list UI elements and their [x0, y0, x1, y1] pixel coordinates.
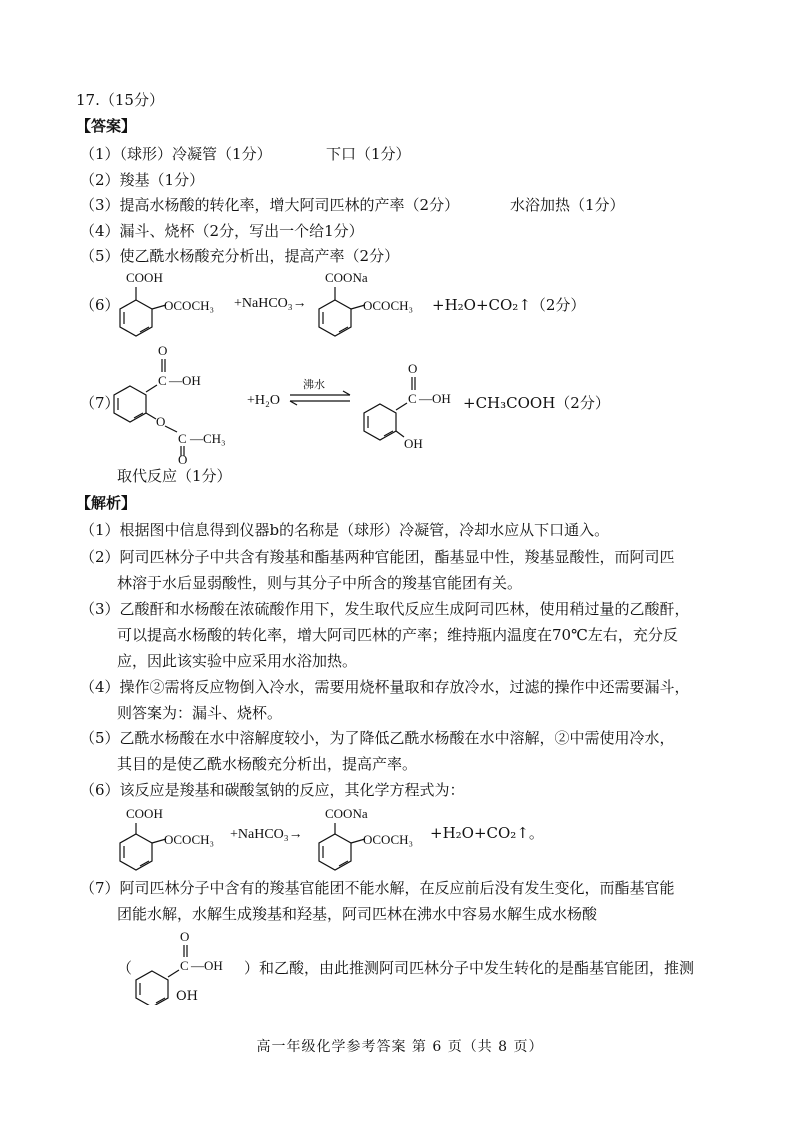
- page-footer: 高一年级化学参考答案 第 6 页（共 8 页）: [256, 1039, 544, 1055]
- condition-text: 沸水: [303, 379, 325, 391]
- benzene-ring-icon: [364, 404, 396, 440]
- benzene-ring-icon: [136, 971, 168, 1005]
- coona-text-b: COONa: [325, 806, 368, 821]
- o-text-3: O: [178, 452, 188, 465]
- answer-4: （4）漏斗、烧杯（2分，写出一个给1分）: [80, 222, 364, 240]
- benzene-ring-icon: [114, 386, 146, 422]
- c-text-4: C: [408, 391, 417, 406]
- analysis-4b: 则答案为：漏斗、烧杯。: [117, 704, 283, 722]
- plus-nahco3-text: +NaHCO₃→: [234, 296, 307, 311]
- answer-5: （5）使乙酰水杨酸充分析出，提高产率（2分）: [80, 247, 400, 265]
- reaction-6-structure: [0, 265, 800, 340]
- benzene-ring-icon: [319, 300, 351, 336]
- ococh3-text-c: OCOCH₃: [164, 832, 215, 847]
- reaction-7-structure: [0, 340, 800, 465]
- answer-1: （1）（球形）冷凝管（1分）: [80, 145, 272, 163]
- analysis-4a: （4）操作②需将反应物倒入冷水，需要用烧杯量取和存放冷水，过滤的操作中还需要漏斗，: [80, 678, 690, 696]
- answer-7-tail: +CH₃COOH（2分）: [463, 394, 610, 412]
- analysis-5a: （5）乙酰水杨酸在水中溶解度较小，为了降低乙酰水杨酸在水中溶解，②中需使用冷水，: [80, 729, 675, 747]
- c-text-5: C: [180, 958, 189, 973]
- oh-text-3: OH: [404, 436, 423, 451]
- coona-text: COONa: [325, 270, 368, 285]
- c-text-2: C: [178, 431, 187, 446]
- ococh3-text-b: OCOCH₃: [363, 298, 414, 313]
- answer-6-tail: +H₂O+CO₂↑（2分）: [432, 296, 586, 314]
- analysis-6-tail: +H₂O+CO₂↑。: [430, 824, 544, 842]
- question-number: 17.（15分）: [76, 91, 164, 109]
- analysis-5b: 其目的是使乙酰水杨酸充分析出，提高产率。: [117, 755, 418, 773]
- cooh-text: COOH: [126, 270, 163, 285]
- answer-2: （2）羧基（1分）: [80, 171, 205, 189]
- o-text-5: O: [180, 929, 190, 944]
- oh-text: —OH: [169, 373, 201, 388]
- benzene-ring-icon: [120, 300, 152, 336]
- o-text-2: O: [156, 414, 166, 429]
- analysis-3c: 应，因此该实验中应采用水浴加热。: [117, 652, 358, 670]
- analysis-2b: 林溶于水后显弱酸性，则与其分子中所含的羧基官能团有关。: [117, 574, 523, 592]
- analysis-heading: 【解析】: [76, 494, 137, 512]
- plus-h2o-text: +H₂O: [247, 393, 280, 408]
- analysis-7-close: ）和乙酸，由此推测阿司匹林分子中发生转化的是酯基官能团，推测: [244, 959, 695, 977]
- analysis-3b: 可以提高水杨酸的转化率，增大阿司匹林的产率；维持瓶内温度在70℃左右，充分反: [117, 626, 678, 644]
- analysis-3a: （3）乙酸酐和水杨酸在浓硫酸作用下，发生取代反应生成阿司匹林，使用稍过量的乙酸酐，: [80, 600, 690, 618]
- analysis-7-oh: OH: [176, 989, 198, 1004]
- answer-3b: 水浴加热（1分）: [510, 196, 625, 214]
- o-text-4: O: [408, 361, 418, 376]
- plus-nahco3-text-b: +NaHCO₃→: [230, 827, 303, 842]
- c-text: C: [158, 373, 167, 388]
- answer-7-label: （7）: [80, 394, 120, 412]
- answer-3: （3）提高水杨酸的转化率，增大阿司匹林的产率（2分）: [80, 196, 460, 214]
- oh-text-2: —OH: [419, 391, 451, 406]
- analysis-7b: 团能水解，水解生成羧基和羟基，阿司匹林在沸水中容易水解生成水杨酸: [117, 905, 598, 923]
- o-text: O: [158, 343, 168, 358]
- analysis-6-structure: [0, 802, 800, 872]
- analysis-7-open: （: [117, 959, 133, 977]
- analysis-6: （6）该反应是羧基和碳酸氢钠的反应，其化学方程式为：: [80, 781, 465, 799]
- ococh3-text-d: OCOCH₃: [363, 832, 414, 847]
- benzene-ring-icon: [120, 834, 152, 870]
- ococh3-text: OCOCH₃: [164, 298, 215, 313]
- answer-7-type: 取代反应（1分）: [117, 467, 232, 485]
- analysis-1: （1）根据图中信息得到仪器b的名称是（球形）冷凝管，冷却水应从下口通入。: [80, 521, 610, 539]
- analysis-2a: （2）阿司匹林分子中共含有羧基和酯基两种官能团，酯基显中性，羧基显酸性，而阿司匹: [80, 548, 675, 566]
- answer-6-label: （6）: [80, 296, 120, 314]
- answer-1b: 下口（1分）: [326, 145, 411, 163]
- answer-heading: 【答案】: [76, 117, 137, 135]
- ch3-text: —CH₃: [190, 431, 226, 446]
- analysis-7a: （7）阿司匹林分子中含有的羧基官能团不能水解，在反应前后没有发生变化，而酯基官能: [80, 879, 675, 897]
- benzene-ring-icon: [319, 834, 351, 870]
- oh-text-4: —OH: [191, 958, 223, 973]
- cooh-text-b: COOH: [126, 806, 163, 821]
